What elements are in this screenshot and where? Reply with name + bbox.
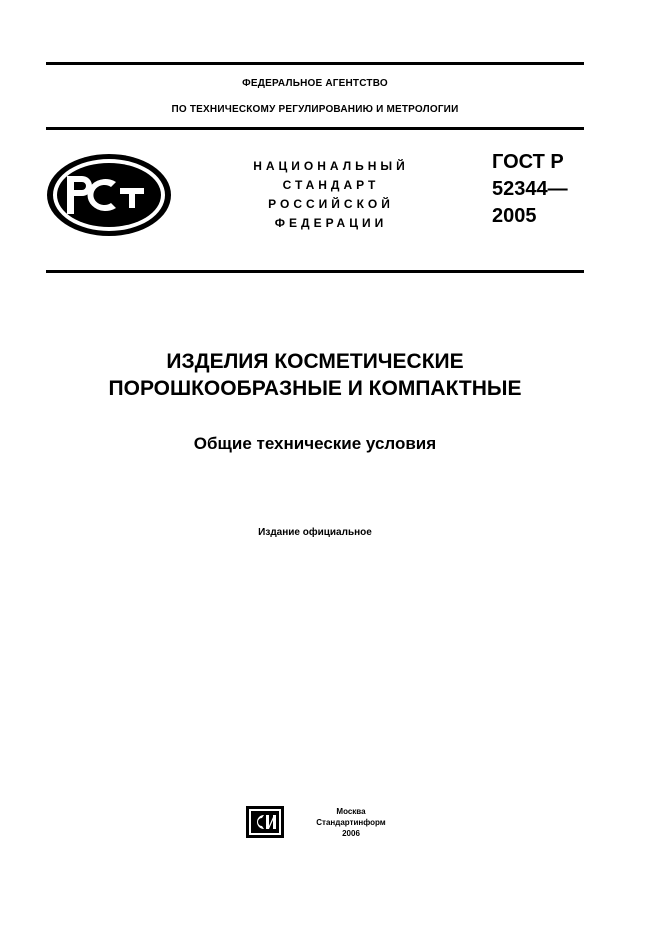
header-rule (46, 127, 584, 130)
section-rule (46, 270, 584, 273)
agency-name-line2: ПО ТЕХНИЧЕСКОМУ РЕГУЛИРОВАНИЮ И МЕТРОЛОГИИ (171, 104, 459, 115)
document-title (46, 348, 584, 402)
publisher-city: Москва (336, 807, 366, 816)
publisher-name: Стандартинформ (316, 818, 386, 827)
standard-type (236, 157, 426, 233)
standard-type-line4: ФЕДЕРАЦИИ (274, 216, 388, 230)
document-subtitle: Общие технические условия (193, 434, 437, 453)
publisher-year: 2006 (342, 829, 360, 838)
document-title-line1: ИЗДЕЛИЯ КОСМЕТИЧЕСКИЕ (166, 350, 464, 373)
publisher-info (296, 806, 406, 839)
gost-designation (492, 149, 568, 230)
top-rule (46, 62, 584, 65)
standard-type-line2: СТАНДАРТ (282, 178, 380, 192)
gost-line3: 2005 (492, 205, 537, 227)
gost-line1: ГОСТ Р (492, 151, 564, 173)
edition-label: Издание официальное (258, 527, 372, 538)
rst-logo-icon (44, 152, 174, 238)
gost-line2: 52344— (492, 178, 568, 200)
standard-type-line3: РОССИЙСКОЙ (268, 197, 394, 211)
standard-type-line1: НАЦИОНАЛЬНЫЙ (253, 159, 409, 173)
agency-name-line1: ФЕДЕРАЛЬНОЕ АГЕНТСТВО (242, 78, 388, 89)
document-title-line2: ПОРОШКООБРАЗНЫЕ И КОМПАКТНЫЕ (108, 377, 522, 400)
standartinform-logo-icon (246, 806, 284, 838)
